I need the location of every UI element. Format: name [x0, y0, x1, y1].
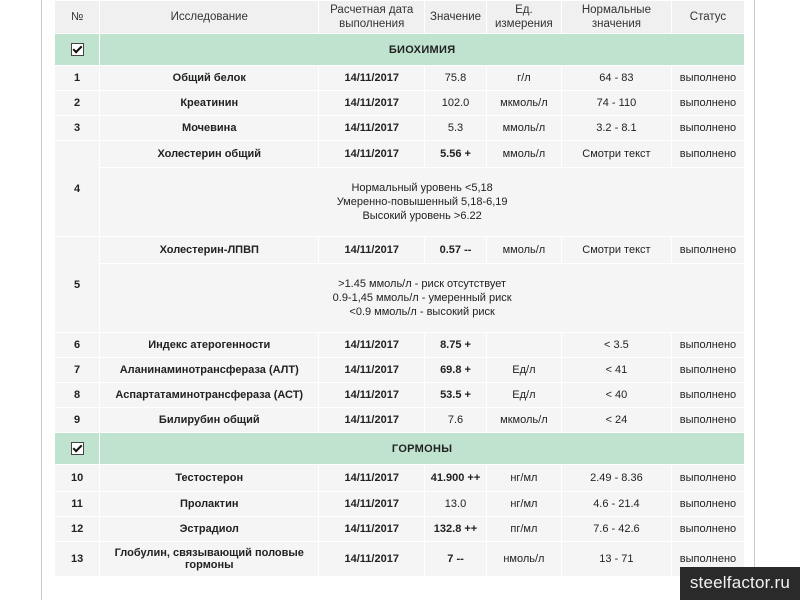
row-study-name: Креатинин: [100, 91, 319, 116]
section-title-biochem: БИОХИМИЯ: [100, 34, 745, 66]
row-date: 14/11/2017: [319, 91, 425, 116]
row-value: 69.8 +: [425, 358, 487, 383]
col-header-study: Исследование: [100, 1, 319, 34]
table-row: [55, 383, 745, 408]
note-line: Нормальный уровень <5,18: [351, 182, 493, 194]
note-text: [100, 264, 745, 333]
row-study-name: Глобулин, связывающий половые гормоны: [100, 542, 319, 577]
row-status: выполнено: [671, 383, 744, 408]
row-number: 2: [55, 91, 100, 116]
table-row: [55, 141, 745, 168]
row-unit: мкмоль/л: [486, 408, 561, 433]
row-norm: < 41: [561, 358, 671, 383]
site-watermark: steelfactor.ru: [680, 567, 800, 600]
row-number: 4: [55, 141, 100, 237]
row-number: 7: [55, 358, 100, 383]
row-unit: ммоль/л: [486, 141, 561, 168]
row-norm: Смотри текст: [561, 141, 671, 168]
note-line: Умеренно-повышенный 5,18-6,19: [336, 196, 508, 208]
row-date: 14/11/2017: [319, 66, 425, 91]
note-line: 0.9-1,45 ммоль/л - умеренный риск: [332, 292, 512, 304]
row-date: 14/11/2017: [319, 492, 425, 517]
right-border-line: [754, 0, 755, 600]
row-norm: 4.6 - 21.4: [561, 492, 671, 517]
row-norm: < 40: [561, 383, 671, 408]
row-study-name: Билирубин общий: [100, 408, 319, 433]
row-study-name: Аспартатаминотрансфераза (АСТ): [100, 383, 319, 408]
section-checkbox-biochem[interactable]: [71, 43, 84, 56]
table-row: [55, 66, 745, 91]
table-header-row: [55, 1, 745, 34]
row-unit: Ед/л: [486, 383, 561, 408]
table-row: [55, 333, 745, 358]
row-number: 5: [55, 237, 100, 333]
row-study-name: Пролактин: [100, 492, 319, 517]
row-norm: 7.6 - 42.6: [561, 517, 671, 542]
row-study-name: Холестерин общий: [100, 141, 319, 168]
row-study-name: Мочевина: [100, 116, 319, 141]
row-unit: нг/мл: [486, 465, 561, 492]
row-status: выполнено: [671, 141, 744, 168]
section-title-hormones: ГОРМОНЫ: [100, 433, 745, 465]
row-date: 14/11/2017: [319, 141, 425, 168]
row-value: 5.3: [425, 116, 487, 141]
note-line: <0.9 ммоль/л - высокий риск: [349, 306, 495, 318]
row-norm: 3.2 - 8.1: [561, 116, 671, 141]
row-norm: < 3.5: [561, 333, 671, 358]
row-value: 7 --: [425, 542, 487, 577]
table-row: [55, 116, 745, 141]
row-value: 13.0: [425, 492, 487, 517]
row-number: 12: [55, 517, 100, 542]
row-status: выполнено: [671, 358, 744, 383]
row-unit: [486, 333, 561, 358]
row-norm: < 24: [561, 408, 671, 433]
row-status: выполнено: [671, 408, 744, 433]
row-number: 1: [55, 66, 100, 91]
left-border-line: [41, 0, 42, 600]
row-norm: 64 - 83: [561, 66, 671, 91]
row-unit: мкмоль/л: [486, 91, 561, 116]
table-row: [55, 465, 745, 492]
note-line: Высокий уровень >6.22: [362, 210, 482, 222]
row-value: 41.900 ++: [425, 465, 487, 492]
table-row: [55, 358, 745, 383]
row-study-name: Эстрадиол: [100, 517, 319, 542]
row-study-name: Тестостерон: [100, 465, 319, 492]
row-status: выполнено: [671, 237, 744, 264]
table-row: [55, 237, 745, 264]
section-row-hormones: [55, 433, 745, 465]
row-date: 14/11/2017: [319, 408, 425, 433]
row-unit: ммоль/л: [486, 237, 561, 264]
table-row: [55, 91, 745, 116]
note-row-chol-total: [55, 168, 745, 237]
row-status: выполнено: [671, 542, 744, 577]
row-value: 102.0: [425, 91, 487, 116]
row-number: 6: [55, 333, 100, 358]
row-status: выполнено: [671, 91, 744, 116]
row-value: 0.57 --: [425, 237, 487, 264]
row-date: 14/11/2017: [319, 358, 425, 383]
row-date: 14/11/2017: [319, 237, 425, 264]
row-study-name: Общий белок: [100, 66, 319, 91]
row-value: 53.5 +: [425, 383, 487, 408]
col-header-unit: Ед. измерения: [486, 1, 561, 34]
row-value: 5.56 +: [425, 141, 487, 168]
row-unit: нг/мл: [486, 492, 561, 517]
row-number: 8: [55, 383, 100, 408]
table-row: [55, 517, 745, 542]
note-text: [100, 168, 745, 237]
table-row: [55, 492, 745, 517]
row-date: 14/11/2017: [319, 333, 425, 358]
row-unit: пг/мл: [486, 517, 561, 542]
row-status: выполнено: [671, 116, 744, 141]
row-norm: Смотри текст: [561, 237, 671, 264]
row-unit: нмоль/л: [486, 542, 561, 577]
section-checkbox-cell: [55, 433, 100, 465]
row-number: 13: [55, 542, 100, 577]
col-header-date: Расчетная дата выполнения: [319, 1, 425, 34]
col-header-num: №: [55, 1, 100, 34]
note-line: >1.45 ммоль/л - риск отсутствует: [338, 278, 507, 290]
row-study-name: Аланинаминотрансфераза (АЛТ): [100, 358, 319, 383]
note-row-hdl: [55, 264, 745, 333]
row-date: 14/11/2017: [319, 517, 425, 542]
row-norm: 2.49 - 8.36: [561, 465, 671, 492]
row-date: 14/11/2017: [319, 383, 425, 408]
row-study-name: Индекс атерогенности: [100, 333, 319, 358]
section-checkbox-cell: [55, 34, 100, 66]
row-status: выполнено: [671, 66, 744, 91]
row-date: 14/11/2017: [319, 116, 425, 141]
row-unit: ммоль/л: [486, 116, 561, 141]
row-number: 9: [55, 408, 100, 433]
row-status: выполнено: [671, 517, 744, 542]
row-number: 11: [55, 492, 100, 517]
col-header-norm: Нормальные значения: [561, 1, 671, 34]
col-header-value: Значение: [425, 1, 487, 34]
lab-results-table: [54, 0, 745, 577]
row-status: выполнено: [671, 333, 744, 358]
row-number: 10: [55, 465, 100, 492]
table-row: [55, 542, 745, 577]
col-header-status: Статус: [671, 1, 744, 34]
table-row: [55, 408, 745, 433]
section-checkbox-hormones[interactable]: [71, 442, 84, 455]
row-study-name: Холестерин-ЛПВП: [100, 237, 319, 264]
row-value: 8.75 +: [425, 333, 487, 358]
row-unit: Ед/л: [486, 358, 561, 383]
row-number: 3: [55, 116, 100, 141]
row-status: выполнено: [671, 465, 744, 492]
row-norm: 13 - 71: [561, 542, 671, 577]
section-row-biochem: [55, 34, 745, 66]
row-norm: 74 - 110: [561, 91, 671, 116]
row-date: 14/11/2017: [319, 542, 425, 577]
row-status: выполнено: [671, 492, 744, 517]
row-value: 132.8 ++: [425, 517, 487, 542]
row-unit: г/л: [486, 66, 561, 91]
row-value: 7.6: [425, 408, 487, 433]
row-value: 75.8: [425, 66, 487, 91]
row-date: 14/11/2017: [319, 465, 425, 492]
